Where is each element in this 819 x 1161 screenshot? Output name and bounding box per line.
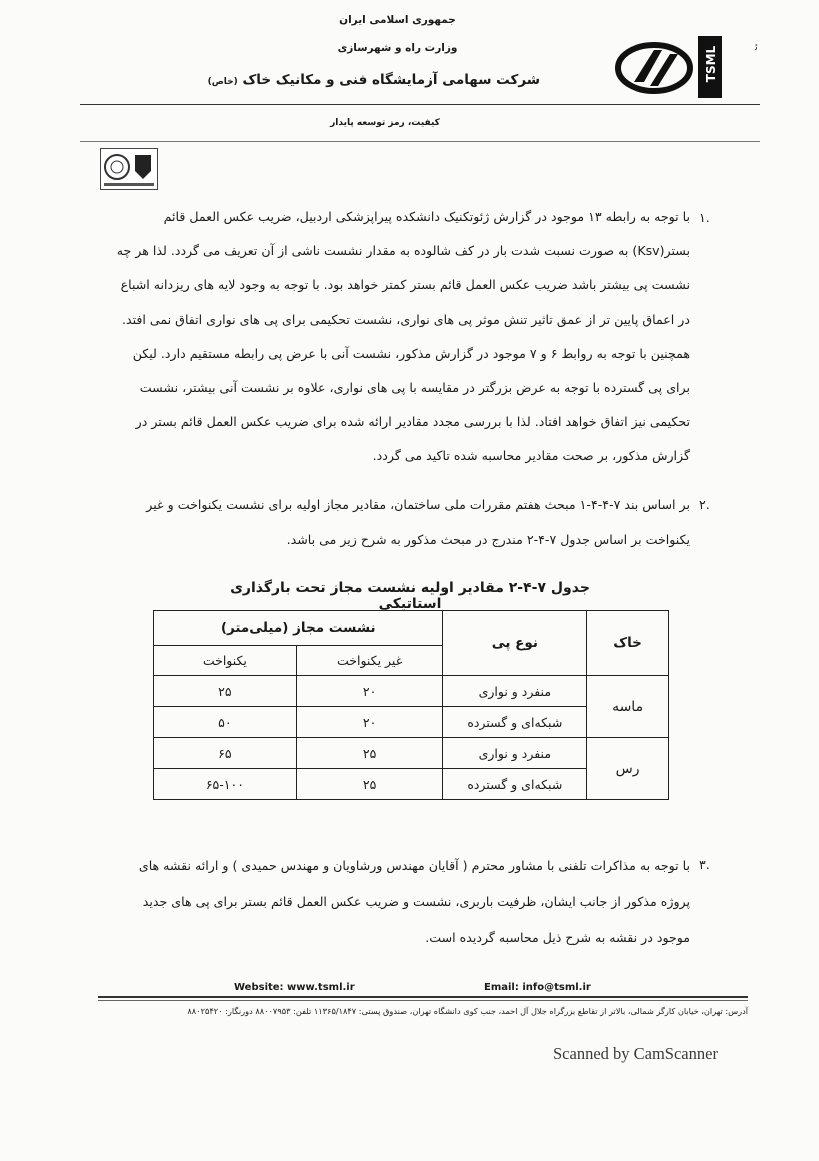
paragraph-1-line: تحکیمی نیز اتفاق خواهد افتاد. لذا با بررسی مجدد مقادیر ارائه شده برای ضریب عکس العمل قائم بستر در bbox=[135, 414, 690, 430]
paragraph-2 bbox=[86, 487, 690, 557]
header-divider bbox=[80, 104, 760, 105]
company-tag: (خاص) bbox=[207, 77, 238, 87]
paragraph-3-number: ۳. bbox=[699, 857, 710, 872]
foundation-cell: شبکه‌ای و گسترده bbox=[443, 707, 587, 738]
nonuniform-cell: ۲۰ bbox=[296, 676, 443, 707]
header-allowable-settlement: نشست مجاز (میلی‌متر) bbox=[154, 611, 443, 646]
footer-website: Website: www.tsml.ir bbox=[234, 982, 355, 993]
nonuniform-cell: ۲۰ bbox=[296, 707, 443, 738]
foundation-cell: شبکه‌ای و گسترده bbox=[443, 769, 587, 800]
uniform-cell: ۵۰ bbox=[154, 707, 297, 738]
paragraph-3-line: موجود در نقشه به شرح ذیل محاسبه گردیده است. bbox=[425, 930, 690, 945]
uniform-cell: ۶۵-۱۰۰ bbox=[154, 769, 297, 800]
tsml-logo bbox=[612, 32, 724, 102]
footer-email: Email: info@tsml.ir bbox=[484, 982, 591, 993]
paragraph-1-line: با توجه به رابطه ۱۳ موجود در گزارش ژئوتکنیک دانشکده پیراپزشکی اردبیل، ضریب عکس العمل قائم bbox=[163, 209, 690, 224]
paragraph-3 bbox=[86, 848, 690, 956]
scanner-watermark: Scanned by CamScanner bbox=[553, 1044, 718, 1063]
certificate-badges bbox=[100, 148, 158, 190]
footer-divider bbox=[98, 996, 748, 998]
paragraph-2-line: بر اساس بند ۷-۴-۴-۱ مبحث هفتم مقررات ملی ساختمان، مقادیر مجاز اولیه برای نشست یکنواخت و غیر bbox=[146, 497, 690, 512]
paragraph-1-number: ۱. bbox=[699, 210, 710, 225]
table-row bbox=[154, 738, 669, 769]
uniform-cell: ۲۵ bbox=[154, 676, 297, 707]
motto: کیفیت، رمز توسعه پایدار bbox=[330, 118, 440, 128]
paragraph-2-line: یکنواخت بر اساس جدول ۷-۴-۲ مندرج در مبحث مذکور به شرح زیر می باشد. bbox=[286, 532, 690, 547]
footer-address: آدرس: تهران، خیابان کارگر شمالی، بالاتر از تقاطع بزرگراه جلال آل احمد، جنب کوی دانشگاه تهران، صندوق پستی: ۱۱۳۶۵/۱۸۴۷ تلفن: ۸۸۰۰۷۹۵۳ دورنگار: ۸۸۰۲۵۴۲۰ bbox=[187, 1006, 748, 1016]
header-uniform: یکنواخت bbox=[154, 646, 297, 676]
paragraph-1-line: نشست پی بیشتر باشد ضریب عکس العمل قائم بستر کمتر خواهد بود. با توجه به وجود لایه های ریزدانه اشباع bbox=[120, 277, 690, 293]
company-name-text: شرکت سهامی آزمایشگاه فنی و مکانیک خاک bbox=[242, 72, 540, 88]
corner-mark: ﺋ bbox=[755, 42, 758, 53]
soil-cell: رس bbox=[587, 738, 669, 800]
motto-divider bbox=[80, 141, 760, 142]
header-line2: وزارت راه و شهرسازی bbox=[337, 42, 458, 54]
settlement-table bbox=[153, 610, 669, 800]
uniform-cell: ۶۵ bbox=[154, 738, 297, 769]
paragraph-2-number: ۲. bbox=[699, 497, 710, 512]
iso-certificate-icon bbox=[101, 149, 157, 189]
soil-cell: ماسه bbox=[587, 676, 669, 738]
nonuniform-cell: ۲۵ bbox=[296, 769, 443, 800]
paragraph-3-line: پروژه مذکور از جانب ایشان، ظرفیت باربری، نشست و ضریب عکس العمل قائم بستر برای پی های جدید bbox=[142, 894, 690, 909]
table-caption: جدول ۷-۴-۲ مقادیر اولیه نشست مجاز تحت بارگذاری استاتیکی bbox=[230, 580, 590, 612]
paragraph-1-line: بستر(Ksv) به صورت نسبت شدت بار در کف شالوده به مقدار نشست ناشی از آن تعریف می گردد. لذا هر چه bbox=[116, 243, 690, 259]
header-soil: خاک bbox=[587, 611, 669, 676]
logo-text: TSML bbox=[704, 45, 718, 83]
paragraph-1-line: برای پی گسترده با توجه به عرض بزرگتر در مقایسه با پی های نواری، علاوه بر نشست آنی بیشتر، نشست bbox=[139, 380, 690, 396]
header-nonuniform: غیر یکنواخت bbox=[296, 646, 443, 676]
paragraph-1-line: همچنین با توجه به روابط ۶ و ۷ موجود در گزارش مذکور، نشست آنی با عرض پی رابطه مستقیم دارد. لیکن bbox=[132, 345, 690, 361]
paragraph-3-line: با توجه به مذاکرات تلفنی با مشاور محترم ( آقایان مهندس ورشاویان و مهندس حمیدی ) و ارائه نقشه های bbox=[138, 858, 690, 873]
foundation-cell: منفرد و نواری bbox=[443, 738, 587, 769]
company-name bbox=[207, 72, 540, 88]
header-line1: جمهوری اسلامی ایران bbox=[339, 14, 456, 26]
paragraph-1 bbox=[86, 200, 690, 474]
paragraph-1-line: گزارش مذکور، بر صحت مقادیر محاسبه شده تاکید می گردد. bbox=[372, 448, 690, 464]
paragraph-1-line: در اعماق پایین تر از عمق تاثیر تنش موثر پی های نواری، نشست تحکیمی برای پی های نواری اتفاق نمی افتد. bbox=[121, 311, 690, 327]
nonuniform-cell: ۲۵ bbox=[296, 738, 443, 769]
foundation-cell: منفرد و نواری bbox=[443, 676, 587, 707]
footer-divider-thin bbox=[98, 1000, 748, 1001]
table-row bbox=[154, 676, 669, 707]
header-foundation-type: نوع پی bbox=[443, 611, 587, 676]
